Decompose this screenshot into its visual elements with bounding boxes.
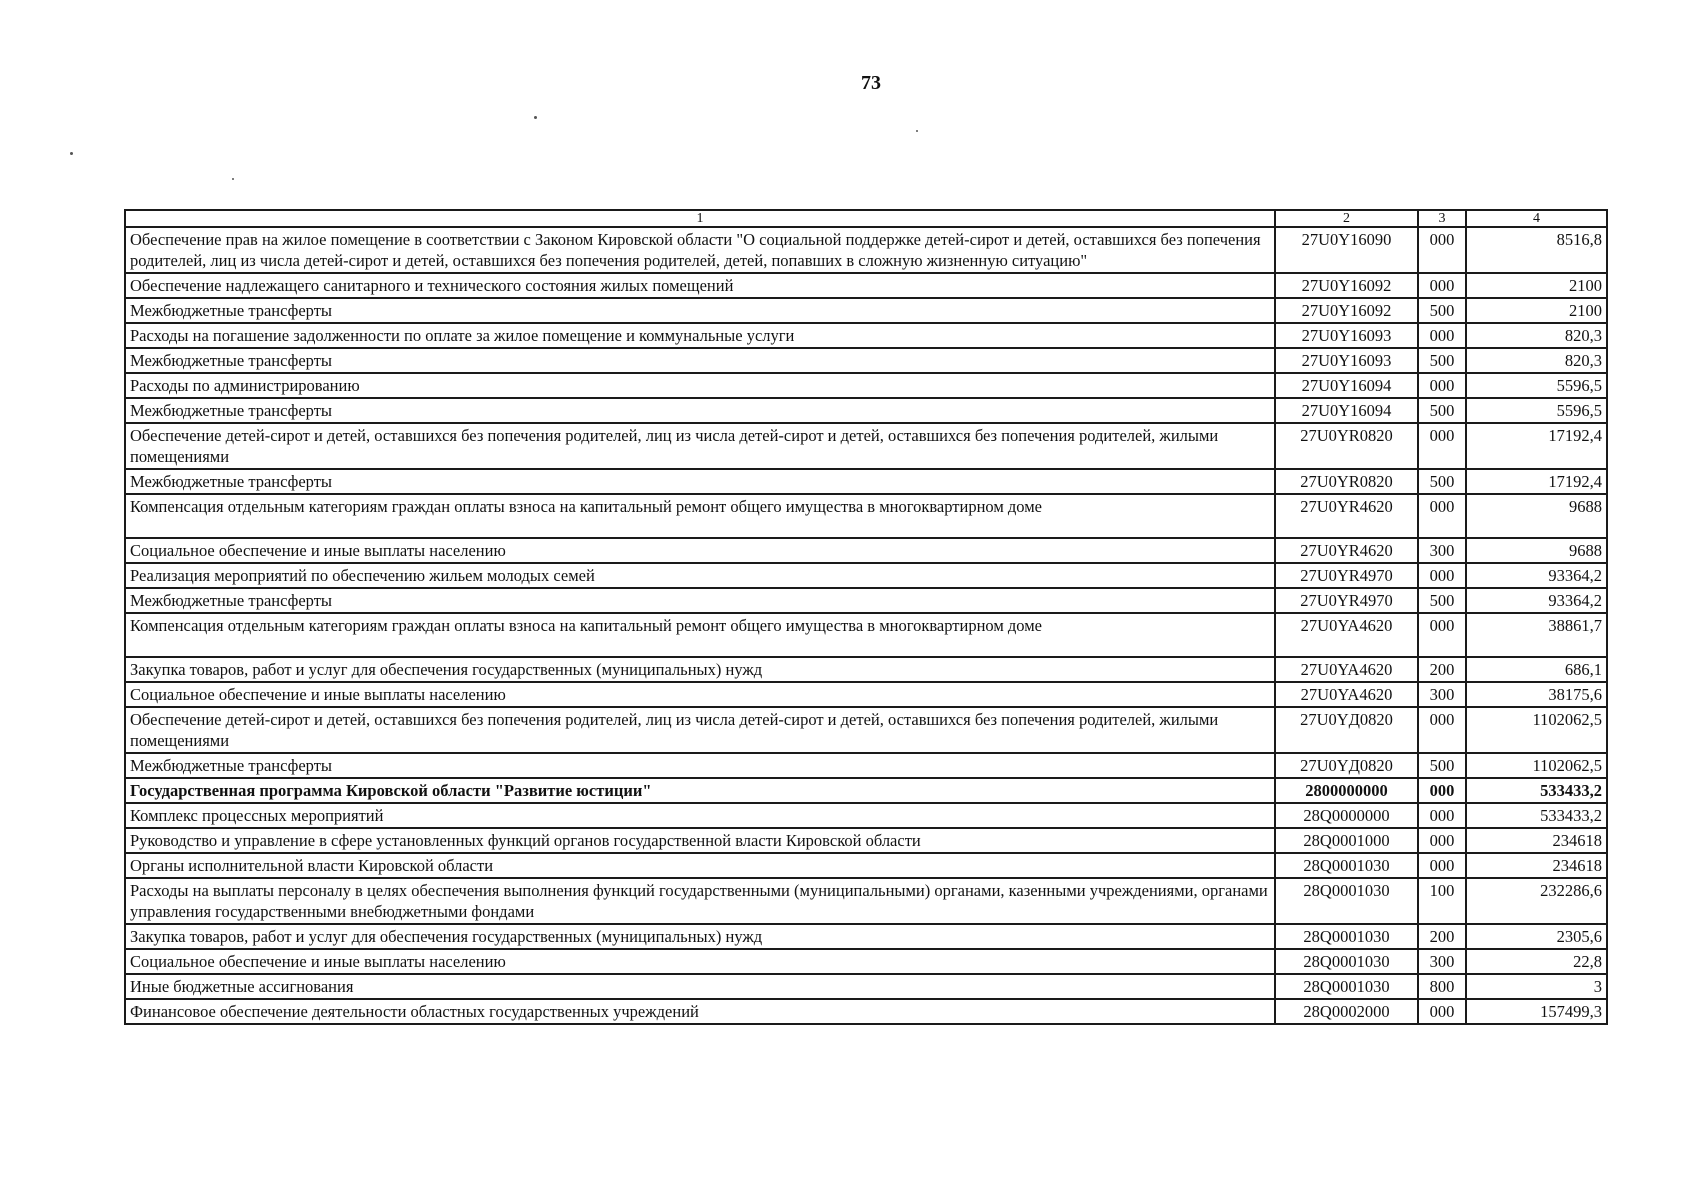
row-code-cell: 28Q0001030 [1275,949,1418,974]
row-code-cell: 27U0YR0820 [1275,423,1418,469]
row-name-cell: Межбюджетные трансферты [125,398,1275,423]
row-code-cell: 27U0YR4970 [1275,563,1418,588]
page-number: 73 [861,72,881,94]
row-code-cell: 28Q0001030 [1275,924,1418,949]
row-amount-cell: 2305,6 [1466,924,1607,949]
row-type-cell: 000 [1418,423,1466,469]
row-name-cell: Межбюджетные трансферты [125,348,1275,373]
row-amount-cell: 3 [1466,974,1607,999]
table-row [125,707,1607,753]
row-name-cell: Обеспечение детей-сирот и детей, оставшихся без попечения родителей, лиц из числа детей-сирот и детей, оставшихся без попечения родителей, жилыми помещениями [125,423,1275,469]
row-type-cell: 000 [1418,999,1466,1024]
row-code-cell: 27U0Y16094 [1275,373,1418,398]
row-amount-cell: 38175,6 [1466,682,1607,707]
row-type-cell: 000 [1418,853,1466,878]
row-type-cell: 000 [1418,323,1466,348]
row-code-cell: 28Q0000000 [1275,803,1418,828]
row-type-cell: 200 [1418,924,1466,949]
row-amount-cell: 5596,5 [1466,373,1607,398]
row-type-cell: 800 [1418,974,1466,999]
row-name-cell: Социальное обеспечение и иные выплаты населению [125,682,1275,707]
row-amount-cell: 17192,4 [1466,469,1607,494]
row-amount-cell: 9688 [1466,538,1607,563]
table-row [125,974,1607,999]
row-amount-cell: 8516,8 [1466,227,1607,273]
row-type-cell: 000 [1418,373,1466,398]
table-row [125,949,1607,974]
row-name-cell: Руководство и управление в сфере установленных функций органов государственной власти Кировской области [125,828,1275,853]
table-row [125,298,1607,323]
row-name-cell: Компенсация отдельным категориям граждан оплаты взноса на капитальный ремонт общего имущества в многоквартирном доме [125,613,1275,657]
row-amount-cell: 5596,5 [1466,398,1607,423]
table-row [125,423,1607,469]
row-code-cell: 27U0Y16092 [1275,273,1418,298]
table-row [125,273,1607,298]
row-code-cell: 27U0Y16093 [1275,323,1418,348]
table-row [125,828,1607,853]
row-code-cell: 27U0Y16090 [1275,227,1418,273]
row-type-cell: 000 [1418,227,1466,273]
row-name-cell: Комплекс процессных мероприятий [125,803,1275,828]
row-type-cell: 000 [1418,803,1466,828]
row-amount-cell: 9688 [1466,494,1607,538]
row-amount-cell: 533433,2 [1466,778,1607,803]
row-code-cell: 27U0YR4620 [1275,538,1418,563]
table-row [125,469,1607,494]
row-type-cell: 100 [1418,878,1466,924]
row-name-cell: Социальное обеспечение и иные выплаты населению [125,538,1275,563]
header-col-4: 4 [1466,210,1607,227]
row-amount-cell: 1102062,5 [1466,707,1607,753]
row-name-cell: Расходы по администрированию [125,373,1275,398]
table-row [125,348,1607,373]
row-type-cell: 200 [1418,657,1466,682]
row-amount-cell: 234618 [1466,828,1607,853]
row-type-cell: 500 [1418,753,1466,778]
table-row [125,227,1607,273]
row-type-cell: 500 [1418,469,1466,494]
row-name-cell: Расходы на погашение задолженности по оплате за жилое помещение и коммунальные услуги [125,323,1275,348]
row-code-cell: 27U0YR4970 [1275,588,1418,613]
row-type-cell: 000 [1418,613,1466,657]
table-row [125,657,1607,682]
header-col-2: 2 [1275,210,1418,227]
table-row [125,398,1607,423]
row-code-cell: 28Q0001030 [1275,853,1418,878]
row-code-cell: 28Q0001000 [1275,828,1418,853]
row-code-cell: 27U0YR4620 [1275,494,1418,538]
scan-speck [232,178,234,180]
row-amount-cell: 234618 [1466,853,1607,878]
row-amount-cell: 2100 [1466,273,1607,298]
row-amount-cell: 2100 [1466,298,1607,323]
table-row [125,878,1607,924]
row-type-cell: 500 [1418,298,1466,323]
row-code-cell: 28Q0002000 [1275,999,1418,1024]
table-row [125,999,1607,1024]
row-code-cell: 28Q0001030 [1275,878,1418,924]
row-code-cell: 27U0YA4620 [1275,613,1418,657]
row-type-cell: 000 [1418,778,1466,803]
row-type-cell: 000 [1418,563,1466,588]
row-type-cell: 500 [1418,348,1466,373]
header-col-1: 1 [125,210,1275,227]
row-name-cell: Компенсация отдельным категориям граждан оплаты взноса на капитальный ремонт общего имущества в многоквартирном доме [125,494,1275,538]
row-amount-cell: 686,1 [1466,657,1607,682]
row-name-cell: Межбюджетные трансферты [125,753,1275,778]
table-row [125,682,1607,707]
table-row [125,323,1607,348]
row-type-cell: 300 [1418,538,1466,563]
row-name-cell: Иные бюджетные ассигнования [125,974,1275,999]
row-type-cell: 000 [1418,273,1466,298]
row-name-cell: Обеспечение надлежащего санитарного и технического состояния жилых помещений [125,273,1275,298]
table-row [125,853,1607,878]
row-name-cell: Межбюджетные трансферты [125,588,1275,613]
row-name-cell: Закупка товаров, работ и услуг для обеспечения государственных (муниципальных) нужд [125,924,1275,949]
scan-speck [534,116,537,119]
table-row [125,538,1607,563]
table-row [125,563,1607,588]
table-row [125,613,1607,657]
row-code-cell: 27U0Y16092 [1275,298,1418,323]
row-amount-cell: 820,3 [1466,323,1607,348]
row-name-cell: Органы исполнительной власти Кировской области [125,853,1275,878]
row-amount-cell: 1102062,5 [1466,753,1607,778]
row-amount-cell: 232286,6 [1466,878,1607,924]
row-code-cell: 27U0YR0820 [1275,469,1418,494]
budget-table [124,209,1608,1025]
row-type-cell: 500 [1418,588,1466,613]
row-name-cell: Обеспечение прав на жилое помещение в соответствии с Законом Кировской области "О социальной поддержке детей-сирот и детей, оставшихся без попечения родителей, лиц из числа детей-сирот и детей, оставшихся без попечения родителей, детей, попавших в сложную жизненную ситуацию" [125,227,1275,273]
row-type-cell: 300 [1418,682,1466,707]
table-row [125,778,1607,803]
scan-speck [70,152,73,155]
row-amount-cell: 533433,2 [1466,803,1607,828]
table-row [125,924,1607,949]
row-name-cell: Финансовое обеспечение деятельности областных государственных учреждений [125,999,1275,1024]
row-code-cell: 27U0YД0820 [1275,707,1418,753]
table-body [125,227,1607,1024]
row-code-cell: 27U0YД0820 [1275,753,1418,778]
row-code-cell: 27U0Y16094 [1275,398,1418,423]
table-row [125,803,1607,828]
row-code-cell: 27U0YA4620 [1275,682,1418,707]
table-row [125,588,1607,613]
row-amount-cell: 820,3 [1466,348,1607,373]
row-type-cell: 300 [1418,949,1466,974]
row-amount-cell: 93364,2 [1466,563,1607,588]
row-name-cell: Расходы на выплаты персоналу в целях обеспечения выполнения функций государственными (муниципальными) органами, казенными учреждениями, органами управления государственными внебюджетными фондами [125,878,1275,924]
scan-speck [916,130,918,132]
row-name-cell: Обеспечение детей-сирот и детей, оставшихся без попечения родителей, лиц из числа детей-сирот и детей, оставшихся без попечения родителей, жилыми помещениями [125,707,1275,753]
header-col-3: 3 [1418,210,1466,227]
row-code-cell: 27U0YA4620 [1275,657,1418,682]
row-type-cell: 000 [1418,828,1466,853]
table-row [125,753,1607,778]
row-amount-cell: 157499,3 [1466,999,1607,1024]
row-name-cell: Социальное обеспечение и иные выплаты населению [125,949,1275,974]
row-name-cell: Государственная программа Кировской области "Развитие юстиции" [125,778,1275,803]
row-type-cell: 500 [1418,398,1466,423]
row-type-cell: 000 [1418,707,1466,753]
row-name-cell: Межбюджетные трансферты [125,298,1275,323]
row-code-cell: 28Q0001030 [1275,974,1418,999]
table-row [125,494,1607,538]
row-name-cell: Закупка товаров, работ и услуг для обеспечения государственных (муниципальных) нужд [125,657,1275,682]
row-amount-cell: 17192,4 [1466,423,1607,469]
row-name-cell: Реализация мероприятий по обеспечению жильем молодых семей [125,563,1275,588]
row-amount-cell: 38861,7 [1466,613,1607,657]
header-row [125,210,1607,227]
row-code-cell: 2800000000 [1275,778,1418,803]
row-code-cell: 27U0Y16093 [1275,348,1418,373]
row-name-cell: Межбюджетные трансферты [125,469,1275,494]
table-row [125,373,1607,398]
row-amount-cell: 22,8 [1466,949,1607,974]
row-amount-cell: 93364,2 [1466,588,1607,613]
row-type-cell: 000 [1418,494,1466,538]
